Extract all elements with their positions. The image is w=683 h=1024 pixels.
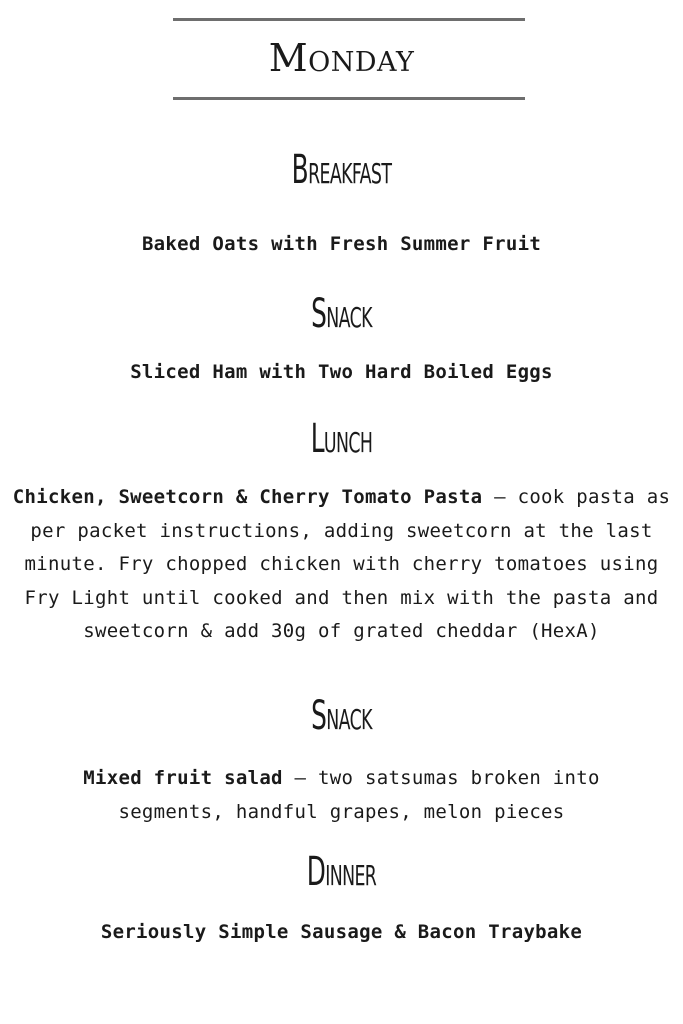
top-divider — [173, 18, 525, 21]
snack-item-2 — [40, 762, 643, 829]
snack-2-description: – two satsumas broken into segments, handful grapes, melon pieces — [118, 767, 600, 823]
breakfast-item: Baked Oats with Fresh Summer Fruit — [141, 233, 542, 255]
breakfast-heading: Breakfast — [291, 147, 392, 193]
lunch-item — [8, 481, 675, 649]
dinner-item: Seriously Simple Sausage & Bacon Traybake — [100, 921, 583, 943]
day-title: Monday — [268, 36, 415, 80]
snack-heading-2: Snack — [311, 693, 372, 739]
lunch-description: – cook pasta as per packet instructions, adding sweetcorn at the last minute. Fry chopped chicken with cherry tomatoes using Fry Light until cooked and then mix with the pasta and sweetcorn & add 30g of grated cheddar (HexA) — [24, 486, 671, 642]
snack-item: Sliced Ham with Two Hard Boiled Eggs — [130, 361, 553, 383]
snack-heading: Snack — [311, 291, 372, 337]
bottom-divider — [173, 97, 525, 100]
dinner-heading: Dinner — [306, 849, 377, 895]
lunch-name: Chicken, Sweetcorn & Cherry Tomato Pasta — [12, 486, 483, 508]
lunch-heading: Lunch — [310, 416, 373, 462]
snack-2-name: Mixed fruit salad — [83, 767, 283, 789]
